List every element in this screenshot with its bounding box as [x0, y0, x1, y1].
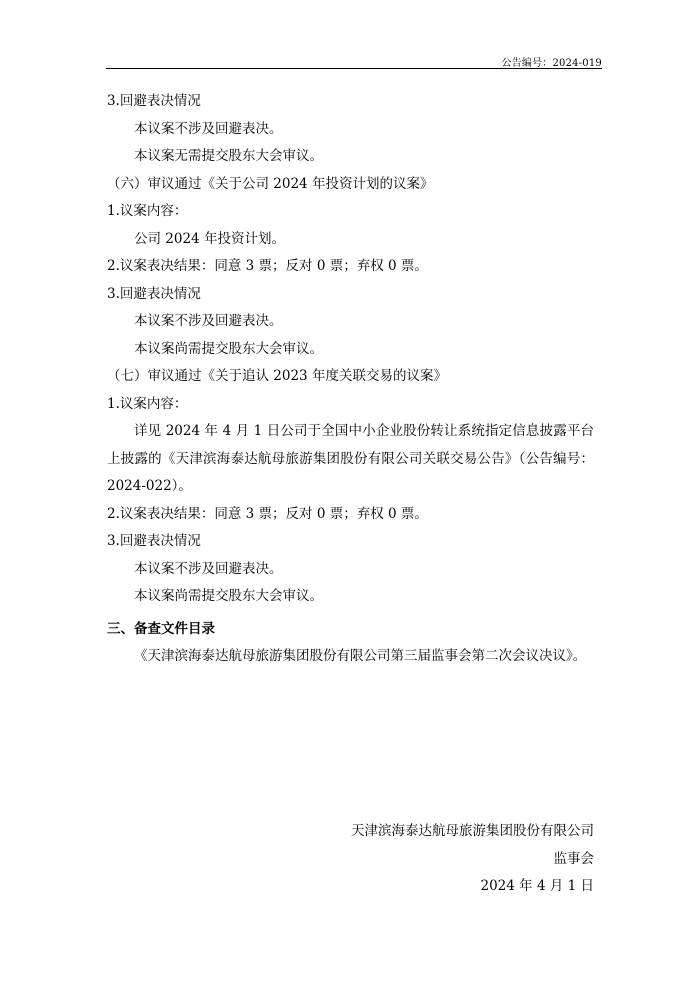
avoidance-detail-6: 本议案不涉及回避表决。: [134, 313, 283, 329]
resolution-6-title: （六）审议通过《关于公司 2024 年投资计划的议案》: [107, 175, 434, 192]
shareholder-note-5: 本议案无需提交股东大会审议。: [134, 148, 323, 164]
resolution-7-vote-result: 2.议案表决结果：同意 3 票；反对 0 票；弃权 0 票。: [107, 505, 428, 522]
announcement-number: 公告编号：2024-019: [501, 58, 602, 69]
shareholder-note-6: 本议案尚需提交股东大会审议。: [134, 340, 323, 357]
resolution-6-vote-result: 2.议案表决结果：同意 3 票；反对 0 票；弃权 0 票。: [107, 258, 428, 274]
resolution-7-title: （七）审议通过《关于追认 2023 年度关联交易的议案》: [107, 368, 447, 384]
avoidance-detail-7: 本议案不涉及回避表决。: [134, 560, 283, 577]
reference-document: 《天津滨海泰达航母旅游集团股份有限公司第三届监事会第二次会议决议》。: [134, 648, 587, 664]
avoidance-heading-7: 3.回避表决情况: [107, 533, 201, 549]
shareholder-note-7: 本议案尚需提交股东大会审议。: [134, 588, 323, 604]
resolution-6-content-label: 1.议案内容：: [107, 203, 188, 219]
avoidance-heading-5: 3.回避表决情况: [107, 93, 201, 109]
resolution-6-content: 公司 2024 年投资计划。: [134, 230, 285, 247]
header-divider: [106, 68, 602, 69]
document-body: [107, 88, 594, 671]
signature-date: 2024 年 4 月 1 日: [480, 878, 594, 894]
signature-board: 监事会: [553, 850, 594, 867]
avoidance-detail-5: 本议案不涉及回避表决。: [134, 120, 283, 137]
resolution-7-content-label: 1.议案内容：: [107, 395, 188, 412]
signature-company: 天津滨海泰达航母旅游集团股份有限公司: [351, 823, 594, 839]
signature-block: [351, 818, 594, 901]
section-3-heading: 三、备查文件目录: [107, 620, 215, 637]
resolution-7-content: 详见 2024 年 4 月 1 日公司于全国中小企业股份转让系统指定信息披露平台上披露的《天津滨海泰达航母旅游集团股份有限公司关联交易公告》（公告编号：2024-022）。: [107, 423, 594, 494]
avoidance-heading-6: 3.回避表决情况: [107, 285, 201, 302]
